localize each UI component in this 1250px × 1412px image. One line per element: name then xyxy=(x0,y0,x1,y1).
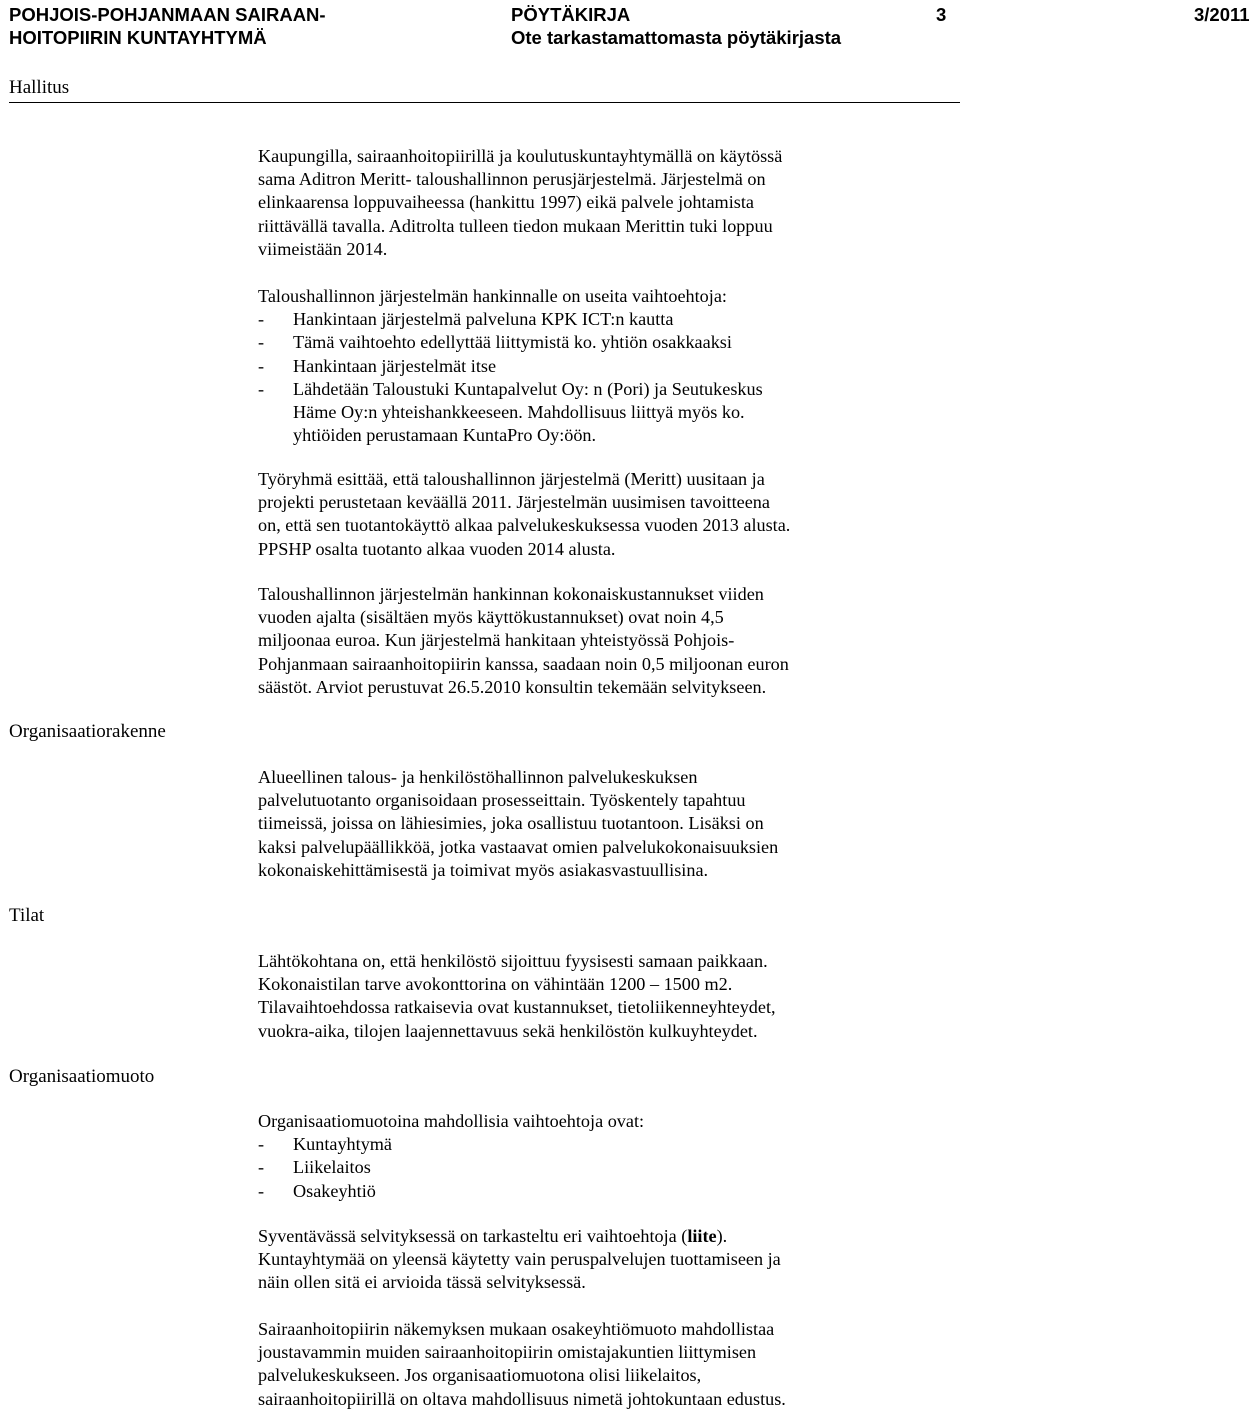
text-line: sama Aditron Meritt- taloushallinnon perusjärjestelmä. Järjestelmä on xyxy=(258,169,766,190)
list-item xyxy=(258,1156,948,1179)
text-line: viimeistään 2014. xyxy=(258,238,388,259)
attachment-reference: liite xyxy=(687,1226,717,1246)
list-intro: Organisaatiomuotoina mahdollisia vaihtoehtoja ovat: xyxy=(258,1111,645,1131)
text-line: palvelutuotanto organisoidaan prosesseittain. Työskentely tapahtuu xyxy=(258,790,746,811)
text-line: Tilavaihtoehdossa ratkaisevia ovat kustannukset, tietoliikenneyhteydet, xyxy=(258,997,776,1018)
text-line: Työryhmä esittää, että taloushallinnon järjestelmä (Meritt) uusitaan ja xyxy=(258,469,765,489)
side-label-organisaatiomuoto: Organisaatiomuoto xyxy=(9,1066,155,1087)
list-item xyxy=(258,1180,948,1203)
text-line: Kuntayhtymää on yleensä käytetty vain peruspalvelujen tuottamiseen ja xyxy=(258,1249,781,1270)
text-line: palvelukeskukseen. Jos organisaatiomuotona olisi liikelaitos, xyxy=(258,1365,702,1386)
list-item-text: Hankintaan järjestelmät itse xyxy=(293,355,497,376)
header-divider xyxy=(9,102,960,103)
list-item-text: Hankintaan järjestelmä palveluna KPK ICT:n kautta xyxy=(293,309,674,330)
text-line: projekti perustetaan keväällä 2011. Järjestelmän uusimisen tavoitteena xyxy=(258,492,770,513)
text-line: Alueellinen talous- ja henkilöstöhallinnon palvelukeskuksen xyxy=(258,767,698,787)
text-line: PPSHP osalta tuotanto alkaa vuoden 2014 alusta. xyxy=(258,538,616,559)
document-subtitle: Ote tarkastamattomasta pöytäkirjasta xyxy=(511,27,842,48)
list-item xyxy=(258,1133,948,1156)
list-item-continuation: yhtiöiden perustamaan KuntaPro Oy:öön. xyxy=(293,425,597,446)
list-item-continuation: Häme Oy:n yhteishankkeeseen. Mahdollisuus liittyä myös ko. xyxy=(293,402,745,423)
list-dash: - xyxy=(258,355,265,376)
list-dash: - xyxy=(258,309,265,330)
document-type: PÖYTÄKIRJA xyxy=(511,4,631,25)
paragraph-organisation-form-options xyxy=(258,1110,948,1203)
paragraph-procurement-options xyxy=(258,285,948,447)
paragraph-current-system xyxy=(258,145,948,261)
list-item-text: Liikelaitos xyxy=(293,1157,371,1178)
section-title: Hallitus xyxy=(9,77,70,98)
list-item xyxy=(258,355,948,378)
list-dash: - xyxy=(258,1134,265,1155)
text-line: kokonaiskehittämisestä ja toimivat myös asiakasvastuullisina. xyxy=(258,859,709,880)
text-line: Sairaanhoitopiirin näkemyksen mukaan osakeyhtiömuoto mahdollistaa xyxy=(258,1319,775,1339)
list-item-text: Lähdetään Taloustuki Kuntapalvelut Oy: n (Pori) ja Seutukeskus xyxy=(293,378,763,399)
list-item xyxy=(258,308,948,331)
list-dash: - xyxy=(258,378,265,399)
list-dash: - xyxy=(258,332,265,353)
paragraph-working-group-proposal xyxy=(258,468,948,561)
list-item xyxy=(258,331,948,354)
list-dash: - xyxy=(258,1180,265,1201)
text-line: Kokonaistilan tarve avokonttorina on vähintään 1200 – 1500 m2. xyxy=(258,974,733,995)
text-line: näin ollen sitä ei arvioida tässä selvityksessä. xyxy=(258,1272,586,1293)
paragraph-hospital-district-view xyxy=(258,1318,948,1411)
document-number: 3/2011 xyxy=(1194,4,1250,25)
text-line: miljoonaa euroa. Kun järjestelmä hankitaan yhteistyössä Pohjois- xyxy=(258,630,735,651)
list-dash: - xyxy=(258,1157,265,1178)
text-line: joustavammin muiden sairaanhoitopiirin omistajakuntien liittymisen xyxy=(258,1342,757,1363)
page-number: 3 xyxy=(936,4,947,25)
document-info xyxy=(511,3,1250,49)
text-line: vuokra-aika, tilojen laajennettavuus sekä henkilöstön kulkuyhteydet. xyxy=(258,1020,758,1041)
text-line: Pohjanmaan sairaanhoitopiirin kanssa, saadaan noin 0,5 miljoonan euron xyxy=(258,653,789,674)
text-fragment: Syventävässä selvityksessä on tarkasteltu eri vaihtoehtoja ( xyxy=(258,1226,688,1246)
paragraph-total-costs xyxy=(258,583,948,699)
text-line: säästöt. Arviot perustuvat 26.5.2010 konsultin tekemään selvitykseen. xyxy=(258,676,767,697)
text-line: vuoden ajalta (sisältäen myös käyttökustannukset) ovat noin 4,5 xyxy=(258,607,724,628)
paragraph-organisation-structure xyxy=(258,766,948,882)
text-line: Taloushallinnon järjestelmän hankinnan kokonaiskustannukset viiden xyxy=(258,584,764,604)
text-line: kaksi palvelupäällikköä, jotka vastaavat omien palvelukokonaisuuksien xyxy=(258,836,779,857)
side-label-organisaatiorakenne: Organisaatiorakenne xyxy=(9,721,166,742)
paragraph-in-depth-study xyxy=(258,1225,948,1295)
text-line: elinkaarensa loppuvaiheessa (hankittu 1997) eikä palvele johtamista xyxy=(258,192,754,213)
side-label-tilat: Tilat xyxy=(9,905,45,926)
text-line: on, että sen tuotantokäyttö alkaa palvelukeskuksessa vuoden 2013 alusta. xyxy=(258,515,791,536)
list-item-text: Tämä vaihtoehto edellyttää liittymistä ko. yhtiön osakkaaksi xyxy=(293,332,732,353)
text-line: sairaanhoitopiirillä on oltava mahdollisuus nimetä johtokuntaan edustus. xyxy=(258,1388,786,1409)
organization-name-line2: HOITOPIIRIN KUNTAYHTYMÄ xyxy=(9,27,267,48)
text-line-with-attachment xyxy=(258,1225,948,1248)
list-intro: Taloushallinnon järjestelmän hankinnalle on useita vaihtoehtoja: xyxy=(258,286,727,306)
text-line: Kaupungilla, sairaanhoitopiirillä ja koulutuskuntayhtymällä on käytössä xyxy=(258,146,783,166)
text-line: Lähtökohtana on, että henkilöstö sijoittuu fyysisesti samaan paikkaan. xyxy=(258,951,768,971)
organization-name-line1: POHJOIS-POHJANMAAN SAIRAAN- xyxy=(9,4,326,25)
list-item xyxy=(258,378,948,401)
text-line: tiimeissä, joissa on lähiesimies, joka osallistuu tuotantoon. Lisäksi on xyxy=(258,813,764,834)
list-item-text: Kuntayhtymä xyxy=(293,1134,393,1155)
list-item-text: Osakeyhtiö xyxy=(293,1180,376,1201)
text-line: riittävällä tavalla. Aditrolta tulleen tiedon mukaan Merittin tuki loppuu xyxy=(258,215,773,236)
paragraph-premises xyxy=(258,950,948,1043)
organization-name xyxy=(9,3,326,49)
text-fragment: ). xyxy=(716,1226,728,1246)
